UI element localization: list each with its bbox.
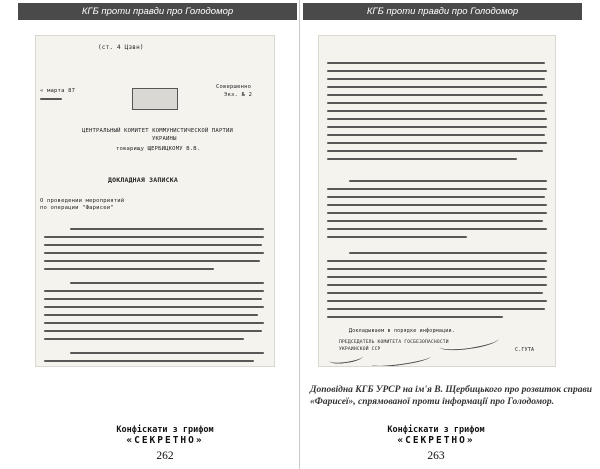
doc-date: « марта 87 <box>40 88 76 94</box>
text-line <box>327 110 545 112</box>
text-line <box>327 316 503 318</box>
text-line <box>327 150 543 152</box>
text-line <box>44 330 262 332</box>
text-line <box>327 102 547 104</box>
text-line <box>327 126 547 128</box>
addressee-line-1: ЦЕНТРАЛЬНЫЙ КОМИТЕТ КОММУНИСТИЧЕСКОЙ ПАРТИИ <box>82 128 233 134</box>
doc-reference: (ст. 4 Цзвн) <box>98 44 144 51</box>
text-line <box>44 338 244 340</box>
signatory-name: С.ГУТА <box>515 347 535 353</box>
text-line <box>327 78 545 80</box>
signatory-title-1: ПРЕДСЕДАТЕЛЬ КОМИТЕТА ГОСБЕЗОПАСНОСТИ <box>339 340 449 345</box>
text-line <box>327 62 545 64</box>
text-line <box>327 188 547 190</box>
closing-line: Докладываем в порядке информации. <box>349 328 455 334</box>
text-line <box>44 236 264 238</box>
text-line <box>327 236 467 238</box>
text-line <box>327 300 547 302</box>
text-line <box>70 228 264 230</box>
text-line <box>44 314 258 316</box>
secret-label: Совершенно <box>216 84 252 90</box>
subject-line-2: по операции "Фарисеи" <box>40 205 114 211</box>
text-line <box>327 292 543 294</box>
text-line <box>327 204 547 206</box>
left-footer-line1: Конфіскати з грифом <box>116 425 214 435</box>
text-line <box>70 352 264 354</box>
text-line <box>70 282 264 284</box>
text-line <box>44 298 262 300</box>
secret-copy: Экз. № 2 <box>224 92 253 98</box>
right-running-header: КГБ проти правди про Голодомор <box>303 3 582 20</box>
text-line <box>327 284 547 286</box>
text-line <box>327 260 547 262</box>
text-line <box>327 70 547 72</box>
left-footer-line2: «СЕКРЕТНО» <box>126 435 204 446</box>
figure-caption: Доповідна КГБ УРСР на ім'я В. Щербицького про розвиток справи «Фарисеї», спрямованої проти інформації про Голодомор. <box>310 385 592 407</box>
text-line <box>40 98 62 100</box>
text-line <box>44 290 264 292</box>
text-line <box>327 228 547 230</box>
signatory-title-2: УКРАИНСКОЙ ССР <box>339 347 381 352</box>
text-line <box>44 260 260 262</box>
right-footer <box>351 425 521 463</box>
right-footer-line2: «СЕКРЕТНО» <box>397 435 475 446</box>
text-line <box>327 308 545 310</box>
text-line <box>327 86 547 88</box>
text-line <box>327 196 545 198</box>
handwritten-mark <box>371 352 432 366</box>
right-footer-line1: Конфіскати з грифом <box>387 425 485 435</box>
right-page-number: 263 <box>427 450 445 462</box>
text-line <box>327 220 543 222</box>
text-line <box>44 268 214 270</box>
registration-stamp <box>132 88 178 110</box>
document-title: ДОКЛАДНАЯ ЗАПИСКА <box>108 176 178 184</box>
text-line <box>327 94 543 96</box>
text-line <box>349 180 547 182</box>
text-line <box>327 158 517 160</box>
text-line <box>327 134 545 136</box>
right-document-scan <box>319 36 555 366</box>
text-line <box>44 360 254 362</box>
left-running-header: КГБ проти правди про Голодомор <box>18 3 297 20</box>
text-line <box>327 268 545 270</box>
right-page <box>301 0 600 469</box>
subject-line-1: О проведении мероприятий <box>40 198 125 204</box>
handwritten-signature <box>438 332 499 353</box>
text-line <box>327 142 547 144</box>
text-line <box>44 306 264 308</box>
addressee-line-2: УКРАИНЫ <box>152 136 177 142</box>
left-document-scan <box>36 36 274 366</box>
left-page-number: 262 <box>156 450 174 462</box>
handwritten-mark <box>329 352 364 366</box>
text-line <box>327 118 547 120</box>
text-line <box>44 244 262 246</box>
addressee-line-3: товарищу ЩЕРБИЦКОМУ В.В. <box>116 146 201 152</box>
text-line <box>327 212 547 214</box>
text-line <box>349 252 547 254</box>
text-line <box>44 322 264 324</box>
left-footer <box>80 425 250 463</box>
text-line <box>44 252 264 254</box>
text-line <box>327 276 547 278</box>
